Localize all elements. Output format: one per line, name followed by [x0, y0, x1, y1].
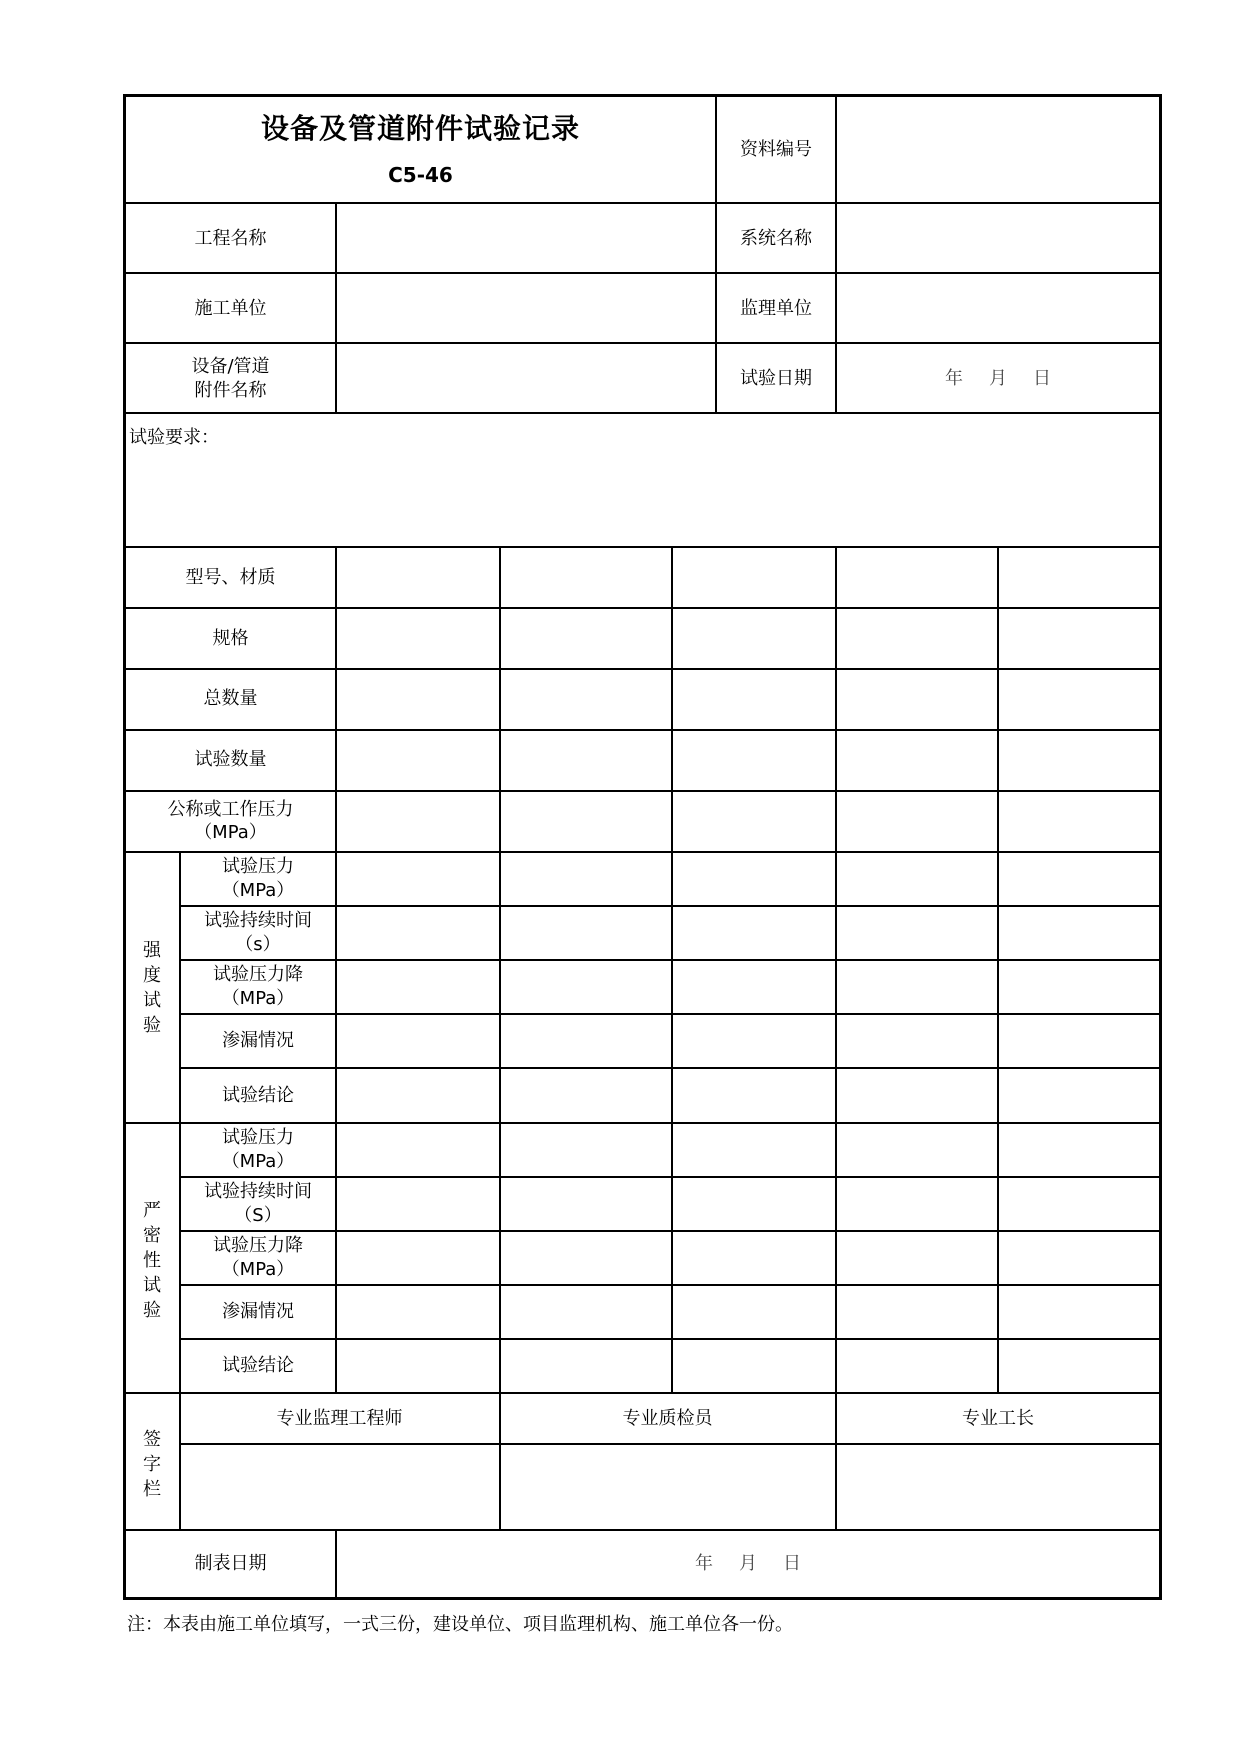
strength-leak-label: 渗漏情况 [222, 1029, 294, 1051]
footnote: 注：本表由施工单位填写，一式三份，建设单位、项目监理机构、施工单位各一份。 [127, 1614, 793, 1635]
tightness-drop-line2: （MPa） [221, 1258, 295, 1280]
item-name-label-line2: 附件名称 [194, 379, 267, 401]
tightness-leak-label: 渗漏情况 [222, 1300, 294, 1322]
grid-line [715, 96, 717, 413]
grid-line [179, 852, 181, 1393]
supervisor-label: 监理单位 [740, 297, 812, 319]
grid-line [125, 1392, 1160, 1394]
supervisor-field[interactable] [836, 274, 1160, 343]
form-header [125, 96, 716, 203]
tightness-drop-line1: 试验压力降 [213, 1235, 303, 1257]
doc-no-label: 资料编号 [740, 138, 812, 160]
foreman-signature-field[interactable] [836, 1445, 1160, 1529]
grid-line [125, 342, 1160, 344]
row-label-spec: 规格 [212, 628, 249, 650]
strength-duration-line2: （s） [235, 933, 281, 955]
strength-conclusion-label: 试验结论 [222, 1084, 294, 1106]
system-name-field[interactable] [836, 204, 1160, 273]
strength-pressure-line2: （MPa） [221, 879, 295, 901]
grid-line [125, 607, 1160, 609]
tightness-test-group-label: 严密性试验 [143, 1200, 161, 1321]
grid-line [499, 547, 501, 1393]
inspector-label: 专业质检员 [622, 1408, 713, 1430]
grid-line [180, 1067, 1160, 1069]
grid-line [125, 202, 1160, 204]
engineer-label: 专业监理工程师 [276, 1408, 403, 1430]
nominal-pressure-line2: （MPa） [194, 822, 267, 843]
strength-duration-line1: 试验持续时间 [204, 910, 312, 932]
strength-pressure-line1: 试验压力 [222, 856, 294, 878]
strength-duration-label [180, 906, 336, 959]
grid-line [835, 547, 837, 1393]
grid-line [335, 547, 337, 1393]
inspector-signature-field[interactable] [500, 1445, 835, 1529]
strength-drop-label [180, 960, 336, 1013]
item-name-label [125, 344, 336, 413]
strength-drop-line2: （MPa） [221, 987, 295, 1009]
form-date-field[interactable] [336, 1530, 1160, 1598]
item-name-label-line1: 设备/管道 [191, 356, 270, 378]
tightness-duration-line2: （S） [234, 1204, 282, 1226]
project-name-field[interactable] [336, 204, 716, 273]
form-date-label: 制表日期 [194, 1553, 267, 1575]
tightness-duration-line1: 试验持续时间 [204, 1181, 312, 1203]
grid-line [180, 1284, 1160, 1286]
grid-line [335, 1530, 337, 1598]
nominal-pressure-line1: 公称或工作压力 [167, 798, 294, 820]
foreman-label: 专业工长 [962, 1408, 1034, 1430]
engineer-signature-field[interactable] [180, 1445, 499, 1529]
grid-line [180, 1443, 1160, 1445]
grid-line [125, 851, 1160, 853]
row-label-nominal-pressure [125, 791, 336, 851]
test-date-year: 年 [945, 367, 963, 389]
test-date-label: 试验日期 [740, 367, 812, 389]
tightness-conclusion-label: 试验结论 [222, 1354, 294, 1376]
strength-pressure-label [180, 852, 336, 905]
grid-line [180, 905, 1160, 907]
form-date-month: 月 [739, 1553, 757, 1575]
tightness-duration-label [180, 1177, 336, 1230]
grid-line [125, 546, 1160, 548]
grid-line [180, 1230, 1160, 1232]
grid-line [125, 668, 1160, 670]
grid-line [180, 959, 1160, 961]
signature-group-label: 签字栏 [143, 1429, 161, 1500]
row-label-model-material: 型号、材质 [185, 567, 276, 589]
tightness-pressure-line1: 试验压力 [222, 1127, 294, 1149]
strength-drop-line1: 试验压力降 [213, 964, 303, 986]
contractor-field[interactable] [336, 274, 716, 343]
project-name-label: 工程名称 [194, 227, 267, 249]
contractor-label: 施工单位 [194, 297, 267, 319]
form-date-year: 年 [695, 1553, 713, 1575]
tightness-pressure-line2: （MPa） [221, 1150, 295, 1172]
grid-line [180, 1176, 1160, 1178]
grid-line [125, 729, 1160, 731]
test-date-day: 日 [1033, 367, 1051, 389]
system-name-label: 系统名称 [740, 227, 812, 249]
grid-line [997, 547, 999, 1393]
grid-line [125, 790, 1160, 792]
grid-line [125, 272, 1160, 274]
doc-no-field[interactable] [836, 96, 1160, 203]
item-name-field[interactable] [336, 344, 716, 413]
grid-line [835, 96, 837, 413]
grid-line [125, 1529, 1160, 1531]
test-requirements-label: 试验要求： [129, 427, 219, 448]
test-date-field[interactable] [836, 344, 1160, 413]
test-date-month: 月 [989, 367, 1007, 389]
grid-line [671, 547, 673, 1393]
tightness-pressure-label [180, 1123, 336, 1176]
form-code: C5-46 [388, 162, 453, 187]
form-date-day: 日 [783, 1553, 801, 1575]
tightness-drop-label [180, 1231, 336, 1284]
grid-line [125, 412, 1160, 414]
grid-line [499, 1393, 501, 1530]
grid-line [180, 1013, 1160, 1015]
row-label-total-qty: 总数量 [203, 688, 258, 710]
form-title: 设备及管道附件试验记录 [260, 112, 580, 146]
row-label-test-qty: 试验数量 [194, 749, 267, 771]
grid-line [835, 1393, 837, 1530]
test-requirements-field[interactable] [125, 452, 1160, 546]
grid-line [179, 1393, 181, 1530]
grid-line [335, 203, 337, 413]
grid-line [125, 1122, 1160, 1124]
strength-test-group-label: 强度试验 [143, 940, 161, 1036]
grid-line [180, 1338, 1160, 1340]
